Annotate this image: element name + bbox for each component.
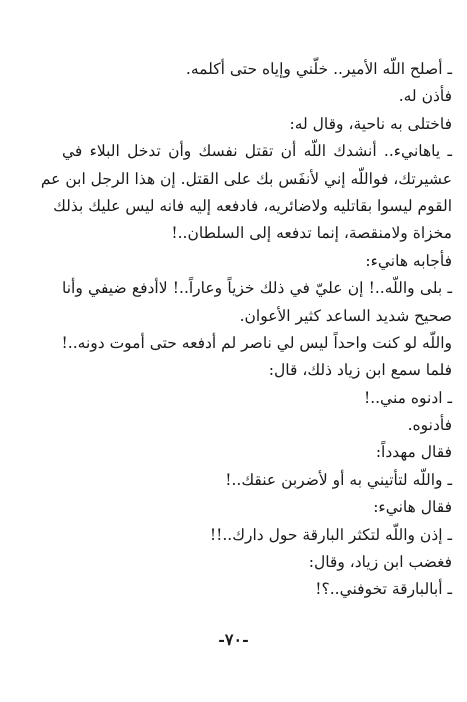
text-line-13: ـ ادنوه مني..! (363, 388, 452, 407)
text-line-5: عشيرتك، فواللّه إني لأنفَس بك على القتل. إن هذا الرجل ابن عم (40, 169, 452, 188)
text-line-18: ـ إذن واللّه لتكثر البارقة حول دارك..!! (209, 525, 452, 544)
text-line-8: فأجابه هانيء: (365, 251, 452, 270)
text-line-19: فغضب ابن زياد، وقال: (308, 553, 452, 572)
text-line-20: ـ أبالبارقة تخوفني..؟! (315, 580, 452, 599)
text-line-17: فقال هانيء: (373, 498, 452, 517)
text-line-11: واللّه لو كنت واحداً ليس لي ناصر لم أدفعه حتى أموت دونه..! (61, 333, 452, 352)
text-line-9: ـ بلى واللّه..! إن عليّ في ذلك خزياً وعاراً..! لاأدفع ضيفي وأنا (62, 279, 452, 298)
text-line-6: القوم ليسوا بقاتليه ولاضائريه، فادفعه إليه فانه ليس عليك بذلك (53, 196, 452, 215)
text-line-1: ـ أصلح اللّه الأمير.. خلّني وإياه حتى أكلمه. (185, 60, 452, 78)
text-line-12: فلما سمع ابن زياد ذلك، قال: (268, 361, 452, 380)
text-line-14: فأدنوه. (407, 416, 452, 435)
text-line-15: فقال مهدداً: (375, 443, 452, 462)
page-number: -٧٠- (218, 630, 249, 649)
text-line-4: ـ ياهانيء.. أنشدك اللّه أن تقتل نفسك وأن تدخل البلاء في (62, 142, 452, 161)
text-line-3: فاختلى به ناحية، وقال له: (289, 114, 452, 133)
page-body (40, 56, 452, 604)
text-line-2: فأذن له. (398, 87, 452, 106)
text-line-10: صحيح شديد الساعد كثير الأعوان. (239, 306, 452, 325)
text-line-7: مخزاة ولامنقصة، إنما تدفعه إلى السلطان..! (171, 224, 452, 243)
text-line-16: ـ واللّه لتأتيني به أو لأضربن عنقك..! (225, 470, 452, 489)
